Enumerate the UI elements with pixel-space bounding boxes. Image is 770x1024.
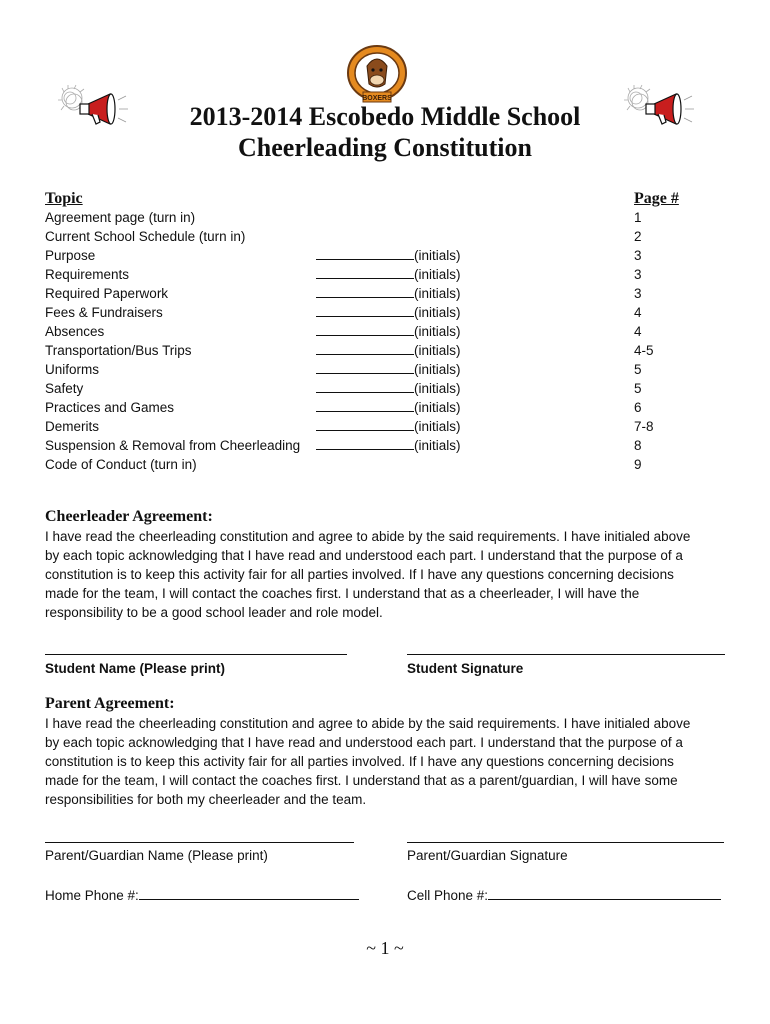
toc-page-number: 3 [634, 248, 642, 263]
initials-label: (initials) [414, 305, 461, 320]
initials-field[interactable] [316, 417, 461, 436]
initials-blank[interactable] [316, 284, 414, 298]
student-signature-label: Student Signature [407, 661, 524, 676]
toc-row [0, 227, 770, 246]
initials-blank[interactable] [316, 436, 414, 450]
home-phone-label: Home Phone #: [45, 888, 139, 903]
agreement-line: made for the team, I will contact the coaches first. I understand that as a cheerleader, I will have the [45, 586, 640, 601]
initials-field[interactable] [316, 398, 461, 417]
initials-label: (initials) [414, 400, 461, 415]
initials-field[interactable] [316, 303, 461, 322]
initials-label: (initials) [414, 286, 461, 301]
initials-blank[interactable] [316, 417, 414, 431]
initials-blank[interactable] [316, 265, 414, 279]
toc-page-number: 1 [634, 210, 642, 225]
school-logo [345, 44, 409, 104]
agreement-line: constitution is to keep this activity fair for all parties involved. If I have any questions concerning decisions [45, 754, 674, 769]
toc-topic: Absences [45, 324, 105, 339]
initials-field[interactable] [316, 379, 461, 398]
svg-text:BOXERS: BOXERS [362, 95, 392, 102]
agreement-line: made for the team, I will contact the coaches first. I understand that as a parent/guardian, I will have some [45, 773, 678, 788]
toc-topic: Requirements [45, 267, 130, 282]
toc-page-number: 8 [634, 438, 642, 453]
initials-field[interactable] [316, 436, 461, 455]
initials-field[interactable] [316, 246, 461, 265]
toc-page-number: 3 [634, 267, 642, 282]
initials-label: (initials) [414, 381, 461, 396]
initials-field[interactable] [316, 322, 461, 341]
parent-signature-field[interactable] [407, 842, 724, 843]
initials-label: (initials) [414, 343, 461, 358]
parent-agreement-heading: Parent Agreement: [45, 695, 175, 712]
cheerleader-agreement-text [45, 527, 730, 622]
initials-label: (initials) [414, 267, 461, 282]
toc-topic: Practices and Games [45, 400, 175, 415]
initials-field[interactable] [316, 284, 461, 303]
toc-topic: Code of Conduct (turn in) [45, 457, 197, 472]
page-title-line-1: 2013-2014 Escobedo Middle School [189, 102, 581, 131]
initials-label: (initials) [414, 248, 461, 263]
parent-name-label: Parent/Guardian Name (Please print) [45, 848, 268, 863]
agreement-line: responsibility to be a good school leader and role model. [45, 605, 383, 620]
initials-field[interactable] [316, 341, 461, 360]
initials-blank[interactable] [316, 360, 414, 374]
toc-row [0, 455, 770, 474]
initials-label: (initials) [414, 438, 461, 453]
toc-topic: Demerits [45, 419, 100, 434]
agreement-line: responsibilities for both my cheerleader and the team. [45, 792, 367, 807]
toc-page-number: 9 [634, 457, 642, 472]
initials-blank[interactable] [316, 303, 414, 317]
parent-name-field[interactable] [45, 842, 354, 843]
toc-row [0, 379, 770, 398]
toc-page-number: 5 [634, 362, 642, 377]
toc-page-number: 6 [634, 400, 642, 415]
toc-row [0, 208, 770, 227]
agreement-line: I have read the cheerleading constitution and agree to abide by the said requirements. I have initialed above [45, 716, 691, 731]
page-number: ~ 1 ~ [366, 938, 404, 958]
cell-phone-label: Cell Phone #: [407, 888, 489, 903]
parent-agreement-text [45, 714, 730, 809]
toc-page-number: 4 [634, 305, 642, 320]
toc-row [0, 360, 770, 379]
toc-topic: Purpose [45, 248, 96, 263]
toc-topic: Suspension & Removal from Cheerleading [45, 438, 301, 453]
toc-topic: Transportation/Bus Trips [45, 343, 192, 358]
initials-blank[interactable] [316, 246, 414, 260]
toc-page-number: 2 [634, 229, 642, 244]
toc-page-number: 4-5 [634, 343, 654, 358]
home-phone-row [45, 886, 359, 903]
page-title-line-2: Cheerleading Constitution [238, 133, 532, 162]
toc-topic: Required Paperwork [45, 286, 169, 301]
toc-page-number: 3 [634, 286, 642, 301]
toc-topic: Uniforms [45, 362, 100, 377]
initials-blank[interactable] [316, 322, 414, 336]
toc-page-heading: Page # [634, 190, 679, 207]
toc-row [0, 436, 770, 455]
toc-row [0, 322, 770, 341]
agreement-line: constitution is to keep this activity fair for all parties involved. If I have any questions concerning decisions [45, 567, 674, 582]
agreement-line: by each topic acknowledging that I have read and understood each part. I understand that the purpose of a [45, 735, 683, 750]
toc-row [0, 398, 770, 417]
toc-row [0, 265, 770, 284]
student-name-label: Student Name (Please print) [45, 661, 226, 676]
toc-row [0, 246, 770, 265]
student-signature-field[interactable] [407, 654, 725, 655]
initials-label: (initials) [414, 419, 461, 434]
initials-blank[interactable] [316, 398, 414, 412]
toc-topic-heading: Topic [45, 190, 83, 207]
toc-row [0, 341, 770, 360]
initials-label: (initials) [414, 362, 461, 377]
toc-topic: Current School Schedule (turn in) [45, 229, 246, 244]
toc-topic: Safety [45, 381, 84, 396]
toc-topic: Agreement page (turn in) [45, 210, 196, 225]
agreement-line: by each topic acknowledging that I have read and understood each part. I understand that the purpose of a [45, 548, 683, 563]
student-name-field[interactable] [45, 654, 347, 655]
home-phone-field[interactable] [139, 886, 359, 900]
toc-row [0, 284, 770, 303]
initials-field[interactable] [316, 265, 461, 284]
toc-page-number: 5 [634, 381, 642, 396]
initials-label: (initials) [414, 324, 461, 339]
initials-blank[interactable] [316, 379, 414, 393]
parent-signature-label: Parent/Guardian Signature [407, 848, 568, 863]
cheerleader-agreement-heading: Cheerleader Agreement: [45, 508, 213, 525]
initials-blank[interactable] [316, 341, 414, 355]
toc-row [0, 417, 770, 436]
cell-phone-field[interactable] [488, 886, 721, 900]
cell-phone-row [407, 886, 721, 903]
toc-row [0, 303, 770, 322]
initials-field[interactable] [316, 360, 461, 379]
toc-page-number: 4 [634, 324, 642, 339]
toc-topic: Fees & Fundraisers [45, 305, 163, 320]
agreement-line: I have read the cheerleading constitution and agree to abide by the said requirements. I have initialed above [45, 529, 691, 544]
toc-page-number: 7-8 [634, 419, 654, 434]
